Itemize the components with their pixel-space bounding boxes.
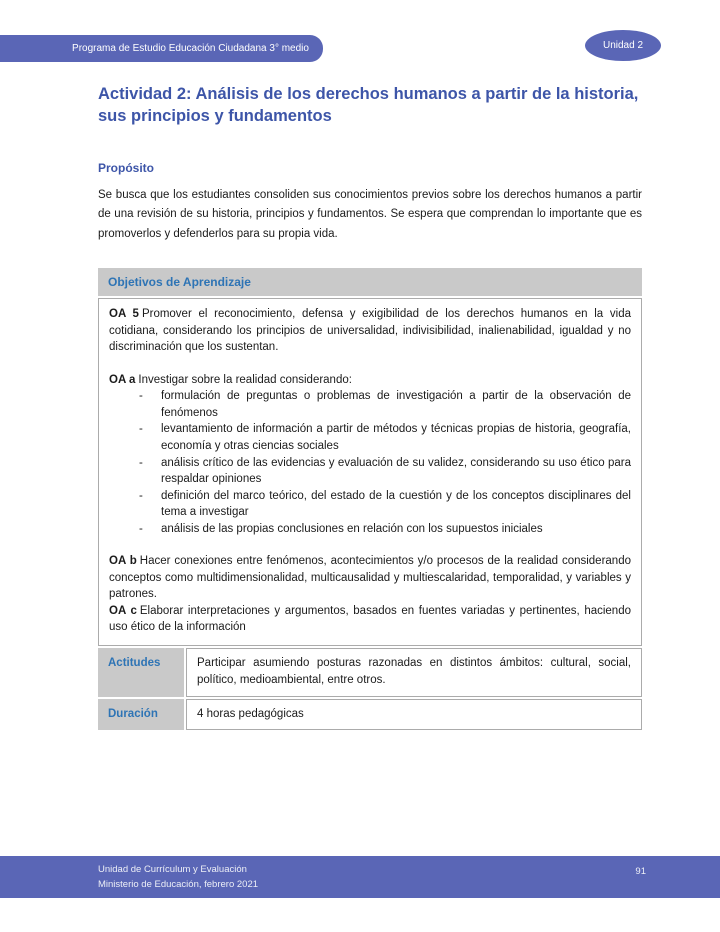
list-item-text: levantamiento de información a partir de métodos y técnicas propias de historia, geografía, economía y otras ciencias sociales xyxy=(161,423,631,452)
oa-b-paragraph xyxy=(109,553,631,603)
oa-c-paragraph xyxy=(109,603,631,636)
objectives-body-cell xyxy=(98,298,642,646)
duracion-label: Duración xyxy=(98,699,184,730)
page-number: 91 xyxy=(635,866,646,877)
objectives-header: Objetivos de Aprendizaje xyxy=(98,268,642,296)
footer-credits xyxy=(98,862,258,892)
list-item-text: análisis crítico de las evidencias y evaluación de su validez, considerando su uso ético para respaldar opiniones xyxy=(161,456,631,486)
unit-badge-label: Unidad 2 xyxy=(602,40,644,51)
oa-c-text: Elaborar interpretaciones y argumentos, basados en fuentes variadas y pertinentes, haciendo uso ético de la información xyxy=(109,604,631,634)
actitudes-value: Participar asumiendo posturas razonadas en distintos ámbitos: cultural, social, político, medioambiental, entre otros. xyxy=(186,648,642,697)
page-content xyxy=(98,0,642,730)
proposito-heading: Propósito xyxy=(98,160,154,175)
oa-a-list xyxy=(109,388,631,537)
oa-a-label: OA a xyxy=(109,373,136,386)
oa-a-paragraph xyxy=(109,372,631,389)
duracion-row xyxy=(98,699,642,730)
list-item xyxy=(109,488,631,521)
footer-ministry-line: Ministerio de Educación, febrero 2021 xyxy=(98,879,259,891)
dash-marker: - xyxy=(139,489,143,502)
activity-title: Actividad 2: Análisis de los derechos humanos a partir de la historia, sus principios y fundamentos xyxy=(98,85,639,125)
program-badge-label: Programa de Estudio Educación Ciudadana 3° medio xyxy=(72,43,309,54)
proposito-text: Se busca que los estudiantes consoliden sus conocimientos previos sobre los derechos humanos a partir de una revisión de su historia, principios y fundamentos. Se espera que comprendan lo importante que es promoverlos y defenderlos para su propia vida. xyxy=(98,188,642,240)
list-item xyxy=(109,455,631,488)
actitudes-label: Actitudes xyxy=(98,648,184,697)
oa5-paragraph xyxy=(109,306,631,356)
duracion-value: 4 horas pedagógicas xyxy=(186,699,642,730)
footer-org-line: Unidad de Currículum y Evaluación xyxy=(98,864,247,875)
oa-c-label: OA c xyxy=(109,604,137,617)
actitudes-row xyxy=(98,648,642,697)
list-item-text: análisis de las propias conclusiones en relación con los supuestos iniciales xyxy=(161,522,543,535)
dash-marker: - xyxy=(139,390,143,403)
oa5-text: Promover el reconocimiento, defensa y exigibilidad de los derechos humanos en la vida cotidiana, considerando los principios de universalidad, indivisibilidad, inalienabilidad, igualdad y no discriminación que los sustentan. xyxy=(109,308,631,354)
list-item-text: definición del marco teórico, del estado de la cuestión y de los conceptos disciplinares del tema a investigar xyxy=(161,489,631,519)
list-item xyxy=(109,421,631,454)
list-item xyxy=(109,388,631,421)
objectives-table xyxy=(98,268,642,730)
oa5-label: OA 5 xyxy=(109,308,139,321)
oa-b-text: Hacer conexiones entre fenómenos, acontecimientos y/o procesos de la realidad considerando conceptos como multidimensionalidad, multicausalidad y multiescalaridad, temporalidad, y variables y patrones. xyxy=(109,555,631,601)
oa-a-intro: Investigar sobre la realidad considerando: xyxy=(138,373,352,386)
list-item-text: formulación de preguntas o problemas de investigación a partir de la observación de fenómenos xyxy=(161,390,631,419)
spacer xyxy=(109,537,631,553)
dash-marker: - xyxy=(139,456,143,469)
oa-b-label: OA b xyxy=(109,555,137,568)
page-footer xyxy=(0,856,720,898)
dash-marker: - xyxy=(139,423,143,436)
list-item xyxy=(109,521,631,538)
spacer xyxy=(109,356,631,372)
dash-marker: - xyxy=(139,522,143,535)
